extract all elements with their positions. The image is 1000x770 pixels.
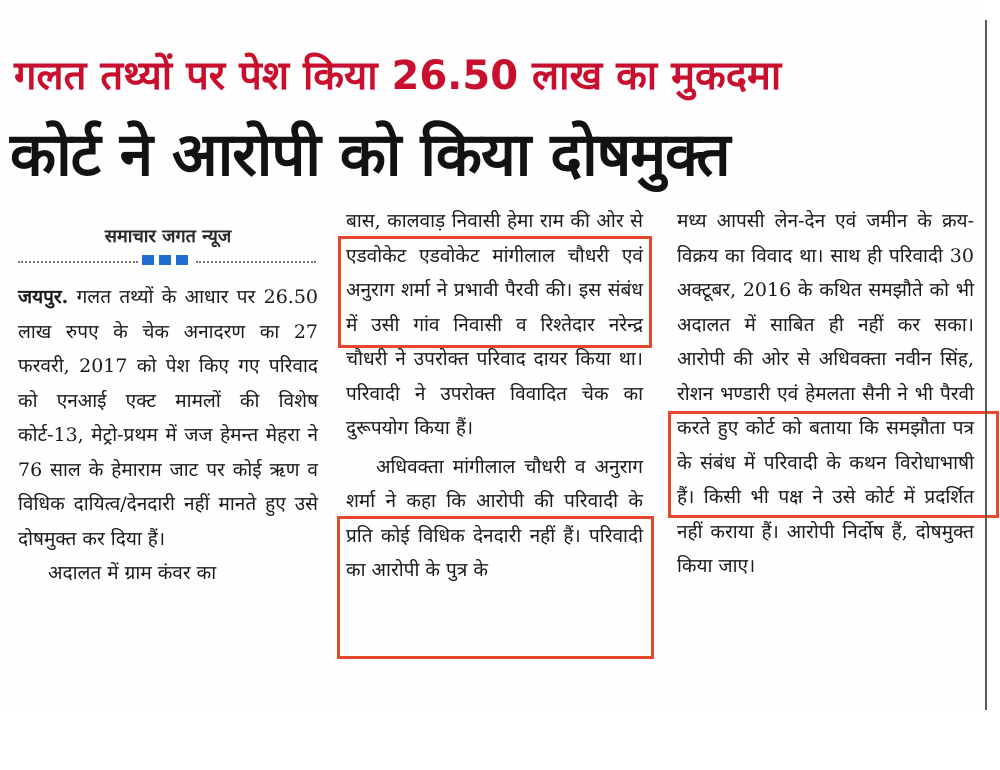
ornament-square — [159, 255, 171, 265]
column-1-paragraph-1 — [18, 280, 318, 556]
article-column-1 — [18, 280, 318, 591]
headline-main: कोर्ट ने आरोपी को किया दोषमुक्त — [10, 120, 730, 190]
byline-ornament — [142, 255, 190, 267]
byline-divider-right — [196, 261, 316, 263]
column-3-paragraph-1: मध्य आपसी लेन-देन एवं जमीन के क्रय-विक्रय का विवाद था। साथ ही परिवादी 30 अक्टूबर, 2016 के कथित समझौते को भी अदालत में साबित ही नहीं कर सका। आरोपी की ओर से अधिवक्ता नवीन सिंह, रोशन भण्डारी एवं हेमलता सैनी ने भी पैरवी करते हुए कोर्ट को बताया कि समझौता पत्र के संबंध में परिवादी के कथन विरोधाभाषी हैं। किसी भी पक्ष ने उसे कोर्ट में प्रदर्शित नहीं कराया हैं। आरोपी निर्दोष हैं, दोषमुक्त किया जाए। — [677, 210, 974, 577]
article-column-3 — [677, 204, 974, 584]
headline-kicker: गलत तथ्यों पर पेश किया 26.50 लाख का मुकदमा — [14, 53, 782, 99]
ornament-square — [142, 255, 154, 265]
article-column-2 — [346, 204, 643, 588]
column-2-paragraph-2: अधिवक्ता मांगीलाल चौधरी व अनुराग शर्मा ने कहा कि आरोपी की परिवादी के प्रति कोई विधिक देनदारी नहीं हैं। परिवादी का आरोपी के पुत्र के — [346, 455, 643, 581]
column-1-paragraph-2: अदालत में ग्राम कंवर का — [48, 562, 217, 584]
page-edge — [985, 20, 987, 710]
byline-divider-left — [18, 261, 138, 263]
column-1-text: गलत तथ्यों के आधार पर 26.50 लाख रुपए के चेक अनादरण का 27 फरवरी, 2017 को पेश किए गए परिवाद को एनआई एक्ट मामलों की विशेष कोर्ट-13, मेट्रो-प्रथम में जज हेमन्त मेहरा ने 76 साल के हेमाराम जाट पर कोई ऋण व विधिक दायित्व/देनदारी नहीं मानते हुए उसे दोषमुक्त कर दिया हैं। — [18, 286, 318, 550]
byline: समाचार जगत न्यूज — [104, 226, 232, 247]
dateline: जयपुर. — [18, 286, 69, 308]
column-2-paragraph-1: बास, कालवाड़ निवासी हेमा राम की ओर से एडवोकेट एडवोकेट मांगीलाल चौधरी एवं अनुराग शर्मा ने प्रभावी पैरवी की। इस संबंध में उसी गांव निवासी व रिश्तेदार नरेन्द्र चौधरी ने उपरोक्त परिवाद दायर किया था। परिवादी ने उपरोक्त विवादित चेक का दुरूपयोग किया हैं। — [346, 210, 643, 439]
ornament-square — [176, 255, 188, 265]
